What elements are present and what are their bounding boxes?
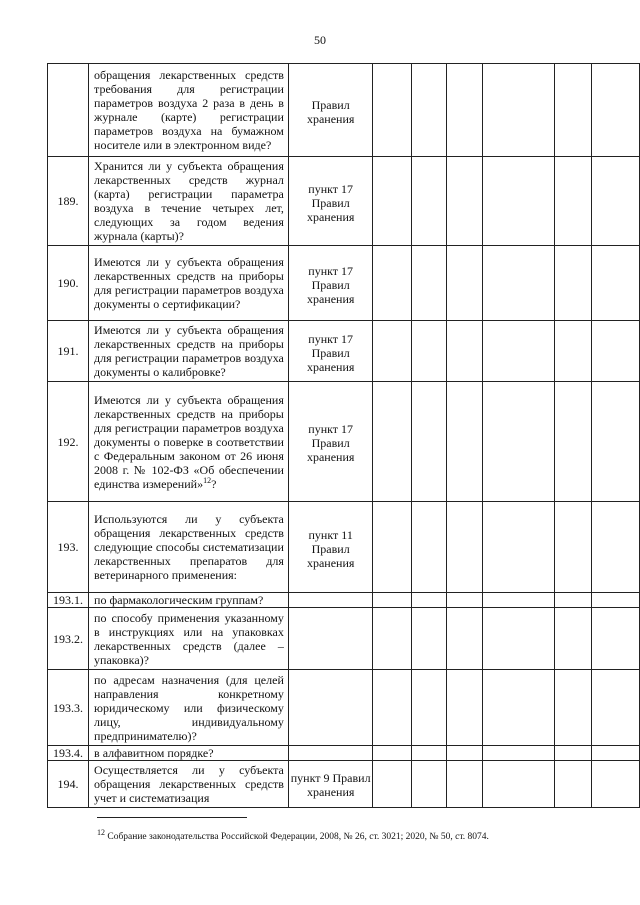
- answer-cell: [554, 64, 592, 157]
- answer-cell: [592, 64, 640, 157]
- answer-cell: [592, 502, 640, 593]
- question-text: Хранится ли у субъекта обращения лекарственных средств журнал (карта) регистрации параметра воздуха в течение четырех лет, следующих за годом ведения журнала (карты)?: [89, 157, 289, 246]
- answer-cell: [446, 593, 483, 608]
- answer-cell: [411, 246, 446, 321]
- answer-cell: [373, 593, 411, 608]
- question-text: по способу применения указанному в инструкциях или на упаковках лекарственных средств (далее – упаковка)?: [89, 608, 289, 670]
- row-number: 189.: [48, 157, 89, 246]
- answer-cell: [554, 761, 592, 808]
- row-number: [48, 64, 89, 157]
- answer-cell: [592, 746, 640, 761]
- answer-cell: [373, 670, 411, 746]
- answer-cell: [446, 64, 483, 157]
- answer-cell: [373, 157, 411, 246]
- row-number: 192.: [48, 382, 89, 502]
- table-row: [48, 246, 640, 321]
- answer-cell: [373, 761, 411, 808]
- answer-cell: [483, 246, 554, 321]
- reference-text: пункт 17 Правил хранения: [288, 382, 373, 502]
- reference-text: [288, 593, 373, 608]
- answer-cell: [411, 64, 446, 157]
- question-text: [89, 382, 289, 502]
- answer-cell: [411, 746, 446, 761]
- answer-cell: [483, 670, 554, 746]
- table-row: [48, 670, 640, 746]
- footnote-marker: 12: [97, 827, 105, 837]
- reference-text: пункт 17 Правил хранения: [288, 321, 373, 382]
- table-row: [48, 502, 640, 593]
- answer-cell: [446, 321, 483, 382]
- page-number: 50: [314, 33, 326, 47]
- answer-cell: [411, 670, 446, 746]
- question-text: обращения лекарственных средств требования для регистрации параметров воздуха 2 раза в день в журнале (карте) регистрации параметров воздуха на бумажном носителе или в электронном виде?: [89, 64, 289, 157]
- question-text: Осуществляется ли у субъекта обращения лекарственных средств учет и систематизация: [89, 761, 289, 808]
- answer-cell: [483, 157, 554, 246]
- question-text: Имеются ли у субъекта обращения лекарственных средств на приборы для регистрации параметров воздуха документы о калибровке?: [89, 321, 289, 382]
- table-row: [48, 593, 640, 608]
- answer-cell: [483, 746, 554, 761]
- answer-cell: [373, 746, 411, 761]
- answer-cell: [483, 382, 554, 502]
- answer-cell: [554, 246, 592, 321]
- reference-text: пункт 17 Правил хранения: [288, 246, 373, 321]
- answer-cell: [411, 157, 446, 246]
- answer-cell: [446, 746, 483, 761]
- answer-cell: [446, 670, 483, 746]
- table-row: [48, 608, 640, 670]
- answer-cell: [554, 321, 592, 382]
- reference-text: [288, 670, 373, 746]
- answer-cell: [592, 157, 640, 246]
- reference-text: [288, 608, 373, 670]
- answer-cell: [446, 246, 483, 321]
- question-text: в алфавитном порядке?: [89, 746, 289, 761]
- row-number: 193.2.: [48, 608, 89, 670]
- answer-cell: [592, 608, 640, 670]
- footnote-text: Собрание законодательства Российской Федерации, 2008, № 26, ст. 3021; 2020, № 50, ст. 8074.: [105, 832, 489, 842]
- question-text: Используются ли у субъекта обращения лекарственных средств следующие способы систематизации лекарственных препаратов для ветеринарного применения:: [89, 502, 289, 593]
- answer-cell: [483, 321, 554, 382]
- row-number: 193.1.: [48, 593, 89, 608]
- answer-cell: [411, 608, 446, 670]
- reference-text: пункт 9 Правил хранения: [288, 761, 373, 808]
- table-row: [48, 746, 640, 761]
- answer-cell: [592, 670, 640, 746]
- answer-cell: [483, 593, 554, 608]
- answer-cell: [411, 761, 446, 808]
- question-text: Имеются ли у субъекта обращения лекарственных средств на приборы для регистрации параметров воздуха документы о сертификации?: [89, 246, 289, 321]
- answer-cell: [483, 761, 554, 808]
- question-end: ?: [211, 476, 217, 491]
- row-number: 193.: [48, 502, 89, 593]
- answer-cell: [373, 64, 411, 157]
- answer-cell: [554, 746, 592, 761]
- answer-cell: [373, 608, 411, 670]
- answer-cell: [446, 761, 483, 808]
- answer-cell: [483, 608, 554, 670]
- footnote-divider: [97, 817, 247, 818]
- answer-cell: [483, 502, 554, 593]
- checklist-table: [47, 63, 640, 808]
- row-number: 191.: [48, 321, 89, 382]
- table-row: [48, 64, 640, 157]
- answer-cell: [592, 761, 640, 808]
- table-row: [48, 761, 640, 808]
- answer-cell: [446, 157, 483, 246]
- answer-cell: [411, 382, 446, 502]
- answer-cell: [592, 321, 640, 382]
- reference-text: Правил хранения: [288, 64, 373, 157]
- answer-cell: [411, 593, 446, 608]
- answer-cell: [554, 502, 592, 593]
- answer-cell: [483, 64, 554, 157]
- answer-cell: [554, 608, 592, 670]
- answer-cell: [554, 670, 592, 746]
- reference-text: [288, 746, 373, 761]
- answer-cell: [554, 593, 592, 608]
- question-text: по фармакологическим группам?: [89, 593, 289, 608]
- reference-text: пункт 17 Правил хранения: [288, 157, 373, 246]
- row-number: 193.4.: [48, 746, 89, 761]
- answer-cell: [592, 246, 640, 321]
- answer-cell: [373, 321, 411, 382]
- answer-cell: [411, 321, 446, 382]
- answer-cell: [446, 608, 483, 670]
- footnote-reference: 12: [203, 475, 212, 485]
- answer-cell: [592, 593, 640, 608]
- answer-cell: [592, 382, 640, 502]
- answer-cell: [554, 382, 592, 502]
- answer-cell: [373, 246, 411, 321]
- row-number: 193.3.: [48, 670, 89, 746]
- row-number: 190.: [48, 246, 89, 321]
- question-text: по адресам назначения (для целей направления конкретному юридическому или физическому лицу, индивидуальному предпринимателю)?: [89, 670, 289, 746]
- table-row: [48, 321, 640, 382]
- question-body: Имеются ли у субъекта обращения лекарственных средств на приборы для регистрации параметров воздуха документы о поверке в соответствии с Федеральным законом от 26 июня 2008 г. № 102-ФЗ «Об обеспечении единства измерений»: [94, 392, 284, 491]
- answer-cell: [554, 157, 592, 246]
- answer-cell: [446, 382, 483, 502]
- table-row: [48, 157, 640, 246]
- footnote: [97, 827, 489, 842]
- answer-cell: [373, 502, 411, 593]
- answer-cell: [373, 382, 411, 502]
- reference-text: пункт 11 Правил хранения: [288, 502, 373, 593]
- answer-cell: [411, 502, 446, 593]
- row-number: 194.: [48, 761, 89, 808]
- answer-cell: [446, 502, 483, 593]
- table-row: [48, 382, 640, 502]
